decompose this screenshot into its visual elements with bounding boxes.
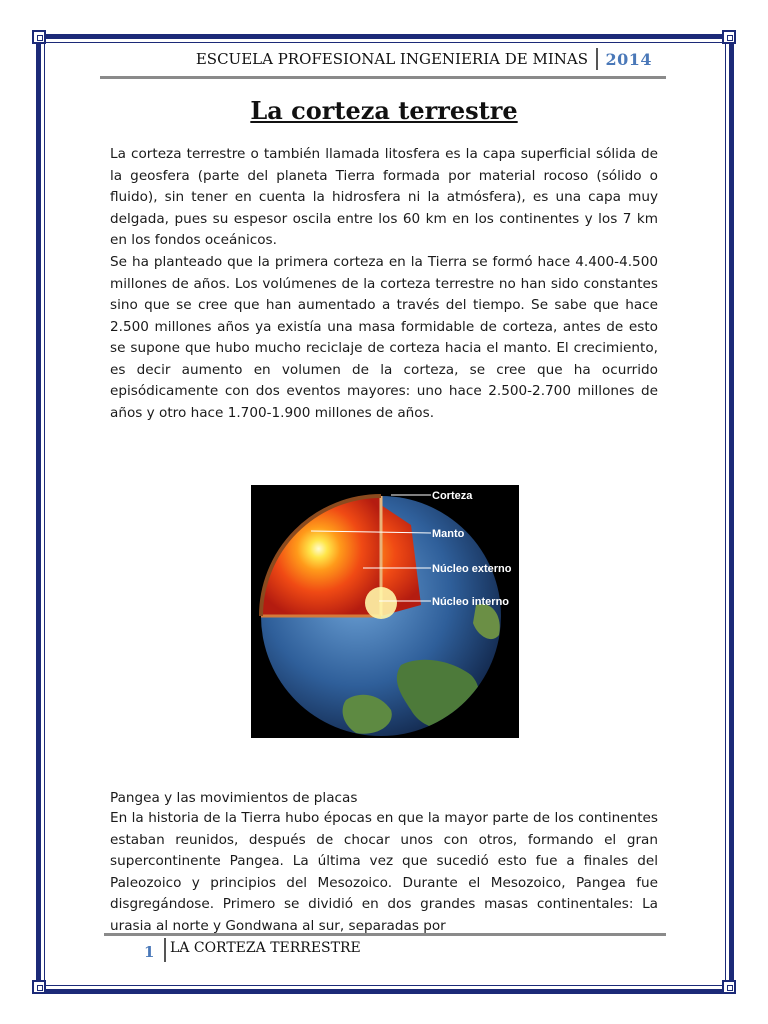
corner-ornament-bottom-left [32, 980, 46, 994]
corner-ornament-top-left [32, 30, 46, 44]
corner-ornament-bottom-right [722, 980, 736, 994]
label-outer-core: Núcleo externo [432, 563, 512, 575]
header-year: 2014 [605, 50, 652, 69]
document-title: La corteza terrestre [250, 96, 518, 125]
earth-layers-figure [251, 485, 519, 738]
label-mantle: Manto [432, 528, 465, 540]
header-institution: ESCUELA PROFESIONAL INGENIERIA DE MINAS [195, 50, 588, 68]
paragraph-pangea: En la historia de la Tierra hubo épocas en que la mayor parte de los continentes estaban reunidos, después de chocar unos con otros, formando el gran supercontinente Pangea. La última vez que sucedió esto fue a finales del Paleozoico y principios del Mesozoico. Durante el Mesozoico, Pangea fue disgregándose. Primero se dividió en dos grandes masas continentales: La urasia al norte y Gondwana al sur, separadas por [110, 810, 658, 934]
label-inner-core: Núcleo interno [432, 596, 510, 608]
section-heading-pangea: Pangea y las movimientos de placas [110, 790, 358, 806]
header-divider [596, 48, 598, 70]
earth-cross-section [251, 485, 519, 738]
footer-divider [164, 938, 166, 962]
footer-title: LA CORTEZA TERRESTRE [170, 940, 361, 956]
header-rule [100, 76, 666, 79]
paragraph-intro: La corteza terrestre o también llamada litosfera es la capa superficial sólida de la geosfera (parte del planeta Tierra formada por material rocoso (sólido o fluido), sin tener en cuenta la hidrosfera ni la atmósfera), es una capa muy delgada, pues su espesor oscila entre los 60 km en los continentes y los 7 km en los fondos oceánicos. [110, 146, 658, 248]
footer-rule [104, 933, 666, 936]
corner-ornament-top-right [722, 30, 736, 44]
page-header [100, 44, 666, 80]
paragraph-formation: Se ha planteado que la primera corteza en la Tierra se formó hace 4.400-4.500 millones de años. Los volúmenes de la corteza terrestre no han sido constantes sino que se cree que han aumentado a través del tiempo. Se sabe que hace 2.500 millones años ya existía una masa formidable de corteza, antes de esto se supone que hubo mucho reciclaje de corteza hacia el manto. El crecimiento, es decir aumento en volumen de la corteza, se cree que ha ocurrido episódicamente con dos eventos mayores: uno hace 2.500-2.700 millones de años y otro hace 1.700-1.900 millones de años. [110, 254, 658, 421]
label-crust: Corteza [432, 490, 473, 502]
footer-page-number: 1 [144, 943, 155, 961]
